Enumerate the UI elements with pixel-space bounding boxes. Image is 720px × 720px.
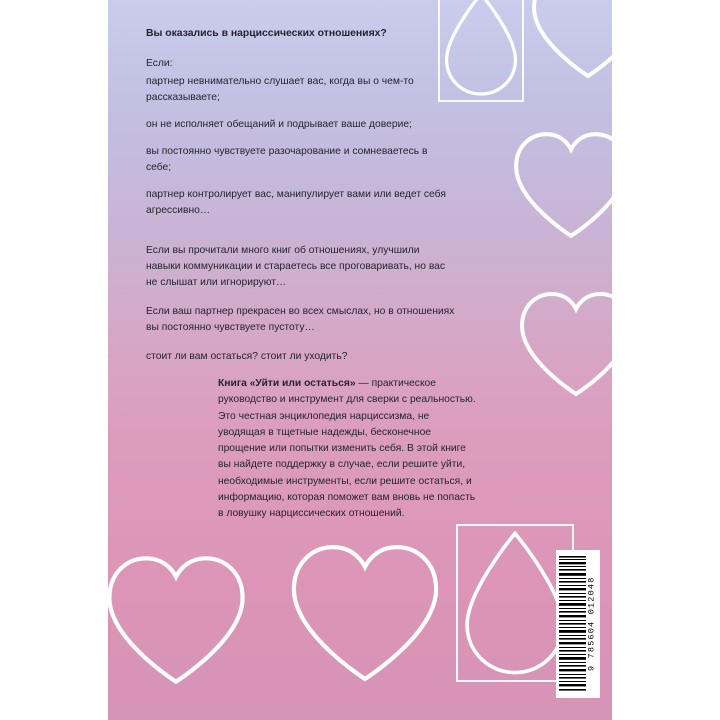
condition-item: партнер контролирует вас, манипулирует вами или ведет себя агрессивно… bbox=[146, 188, 446, 216]
condition-item: вы постоянно чувствуете разочарование и сомневаетесь в себе; bbox=[146, 145, 428, 173]
condition-item: партнер невнимательно слушает вас, когда вы о чем-то рассказываете; bbox=[146, 76, 414, 104]
heart-icon bbox=[108, 550, 250, 690]
book-title-bold: Книга «Уйти или остаться» bbox=[218, 378, 356, 389]
description-rest: — практическое руководство и инструмент для сверки с реальностью. Это честная энциклопедия нарциссизма, не уводящая в тщетные надежды, бесконечное прощение или попытки изменить себя. В этой книге вы найдете поддержку в случае, если решите уйти, необходимые инструменты, если решите остаться, и информацию, которая поможет вам вновь не попасть в ловушку нарциссических отношений. bbox=[218, 378, 476, 520]
teardrop-icon bbox=[438, 0, 524, 102]
cover-description bbox=[218, 376, 476, 522]
barcode bbox=[556, 550, 600, 698]
description-paragraph bbox=[218, 376, 476, 522]
book-back-cover bbox=[108, 0, 612, 720]
middle-paragraph: Если ваш партнер прекрасен во всех смыслах, но в отношениях вы постоянно чувствуете пустоту… bbox=[146, 305, 455, 333]
headline: Вы оказались в нарциссических отношениях? bbox=[146, 28, 387, 39]
heart-icon bbox=[510, 128, 612, 242]
barcode-digits: 9 785604 012048 bbox=[586, 576, 597, 672]
heart-icon bbox=[286, 538, 444, 688]
lead-text: Если: bbox=[146, 58, 173, 70]
barcode-bars-icon bbox=[559, 554, 586, 694]
cover-middle-text bbox=[146, 243, 456, 378]
cover-intro-text bbox=[146, 26, 446, 230]
heart-icon bbox=[528, 0, 612, 82]
middle-question: стоит ли вам остаться? стоит ли уходить? bbox=[146, 350, 348, 362]
middle-paragraph: Если вы прочитали много книг об отношениях, улучшили навыки коммуникации и стараетесь все проговаривать, но вас не слышат или игнорируют… bbox=[146, 245, 446, 288]
heart-icon bbox=[516, 288, 612, 400]
condition-item: он не исполняет обещаний и подрывает ваше доверие; bbox=[146, 118, 412, 130]
